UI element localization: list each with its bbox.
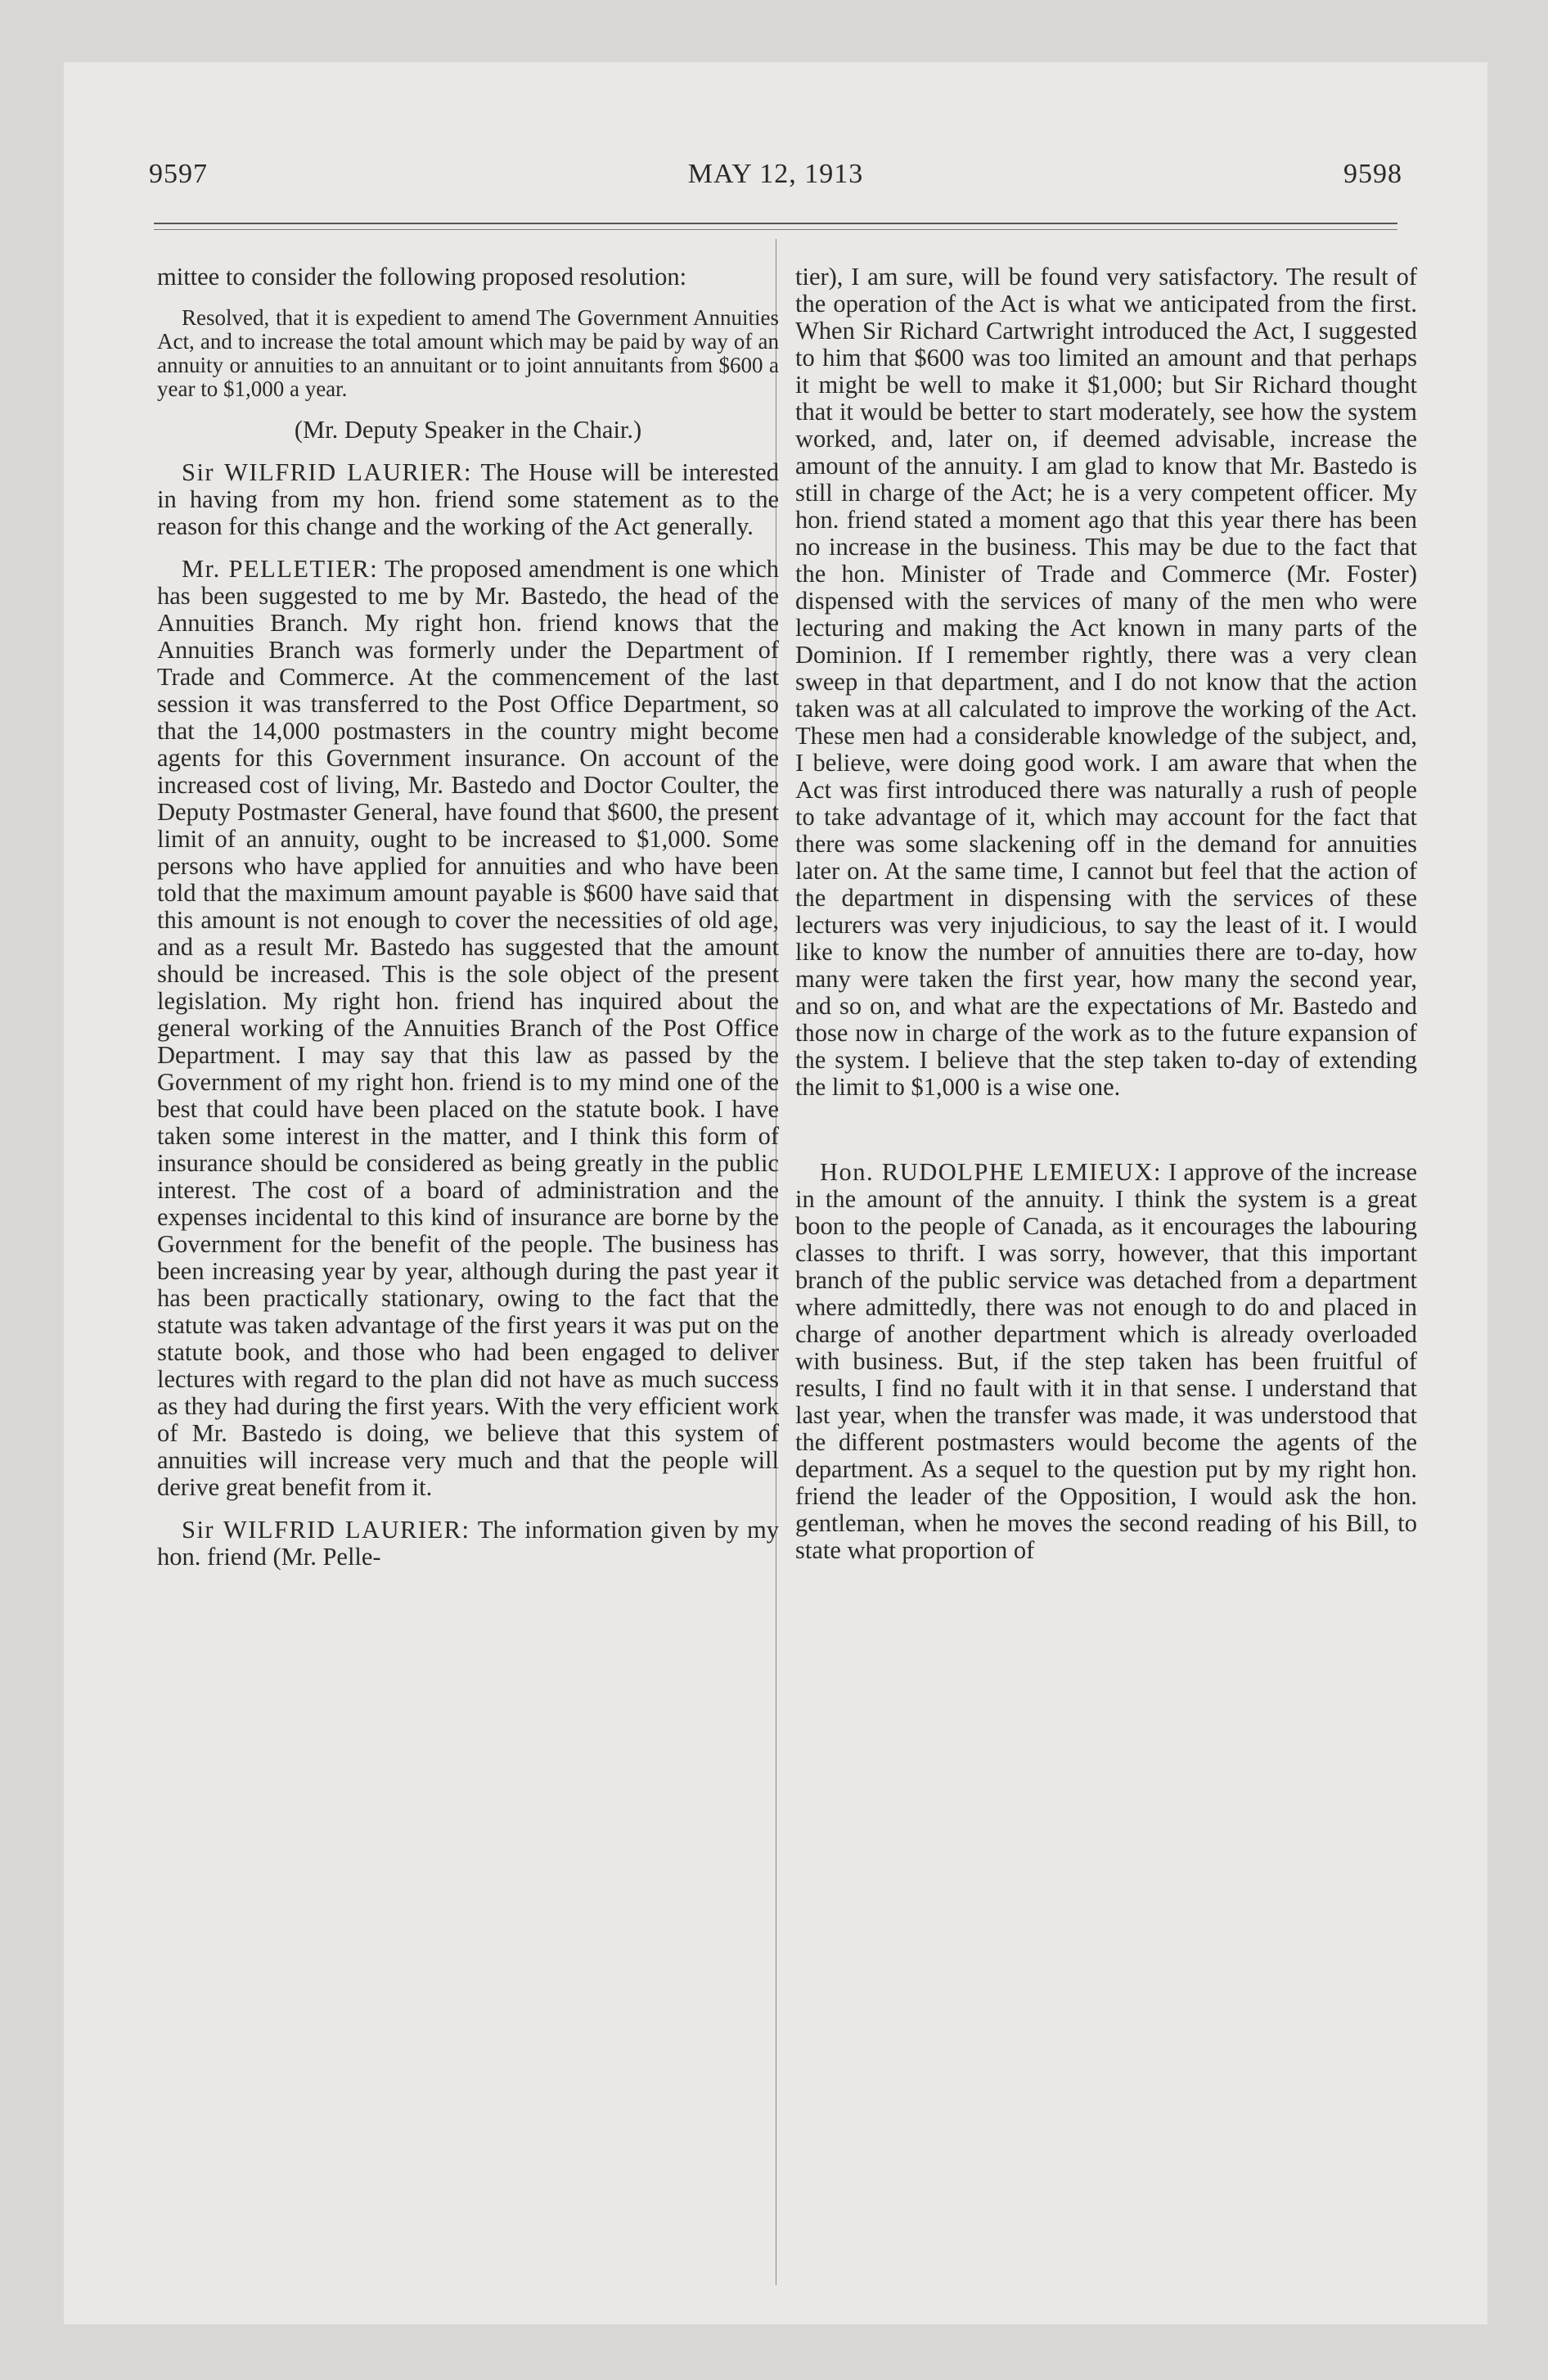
page-header — [64, 159, 1487, 200]
paragraph-gap — [795, 1116, 1417, 1159]
intro-paragraph: mittee to consider the following proposed resolution: — [157, 263, 687, 291]
speaker-name: Sir WILFRID LAURIER: — [182, 1516, 470, 1544]
resolution-text: Resolved, that it is expedient to amend The Government Annuities Act, and to increase the total amount which may be paid by way of an annuity or annuities to an annuitant or to joint annuitants from $600 a year to $1,000 a year. — [157, 305, 779, 401]
speech-paragraph — [157, 1517, 779, 1571]
chair-note: (Mr. Deputy Speaker in the Chair.) — [294, 416, 642, 444]
speech-text: The House will be interested in having from my hon. friend some statement as to the reason for this change and the working of the Act generally. — [157, 458, 779, 540]
speech-paragraph — [795, 1159, 1417, 1564]
left-column — [157, 264, 779, 1586]
speaker-name: Hon. RUDOLPHE LEMIEUX: — [820, 1158, 1162, 1186]
header-rule-thin — [154, 229, 1397, 230]
speech-paragraph — [157, 459, 779, 540]
speech-text: The information given by my hon. friend (Mr. Pelle- — [157, 1516, 779, 1571]
speaker-name: Sir WILFRID LAURIER: — [182, 458, 472, 486]
right-column — [795, 264, 1417, 1580]
page-number-left: 9597 — [149, 159, 208, 189]
page-number-right: 9598 — [1343, 159, 1402, 189]
speaker-name: Mr. PELLETIER: — [182, 555, 379, 583]
header-rule — [154, 223, 1397, 224]
page-date-title: MAY 12, 1913 — [687, 159, 864, 189]
speech-paragraph: tier), I am sure, will be found very satisfactory. The result of the operation of the Act is what we anticipated from the first. When Sir Richard Cartwright introduced the Act, I suggested to him that $600 was too limited an amount and that perhaps it might be well to make it $1,000; but Sir Richard thought that it would be better to start moderately, see how the system worked, and, later on, if deemed advisable, increase the amount of the annuity. I am glad to know that Mr. Bastedo is still in charge of the Act; he is a very competent officer. My hon. friend stated a moment ago that this year there has been no increase in the business. This may be due to the fact that the hon. Minister of Trade and Commerce (Mr. Foster) dispensed with the services of many of the men who were lecturing and making the Act known in many parts of the Dominion. If I remember rightly, there was a very clean sweep in that department, and I do not know that the action taken was at all calculated to improve the working of the Act. These men had a considerable knowledge of the subject, and, I believe, were doing good work. I am aware that when the Act was first introduced there was naturally a rush of people to take advantage of it, which may account for the fact that there was some slackening off in the demand for annuities later on. At the same time, I cannot but feel that the action of the department in dispensing with the services of these lecturers was very injudicious, to say the least of it. I would like to know the number of annuities there are to-day, how many were taken the first year, how many the second year, and so on, and what are the expectations of Mr. Bastedo and those now in charge of the work as to the future expansion of the system. I believe that the step taken to-day of extending the limit to $1,000 is a wise one. — [795, 263, 1417, 1101]
page — [64, 62, 1487, 2324]
speech-text: The proposed amendment is one which has been suggested to me by Mr. Bastedo, the head of the Annuities Branch. My right hon. friend knows that the Annuities Branch was formerly under the Department of Trade and Commerce. At the commencement of the last session it was transferred to the Post Office Department, so that the 14,000 postmasters in the country might become agents for this Government insurance. On account of the increased cost of living, Mr. Bastedo and Doctor Coulter, the Deputy Postmaster General, have found that $600, the present limit of an annuity, ought to be increased to $1,000. Some persons who have applied for annuities and who have been told that the maximum amount payable is $600 have said that this amount is not enough to cover the necessities of old age, and as a result Mr. Bastedo has suggested that the amount should be increased. This is the sole object of the present legislation. My right hon. friend has inquired about the general working of the Annuities Branch of the Post Office Department. I may say that this law as passed by the Government of my right hon. friend is to my mind one of the best that could have been placed on the statute book. I have taken some interest in the matter, and I think this form of insurance should be considered as being greatly in the public interest. The cost of a board of administration and the expenses incidental to this kind of insurance are borne by the Government for the benefit of the people. The business has been increasing year by year, although during the past year it has been practically stationary, owing to the fact that the statute was taken advantage of the first years it was put on the statute book, and those who had been engaged to deliver lectures with regard to the plan did not have as much success as they had during the first years. With the very efficient work of Mr. Bastedo is doing, we believe that this system of annuities will increase very much and that the people will derive great benefit from it. — [157, 555, 779, 1501]
speech-text: I approve of the increase in the amount of the annuity. I think the system is a great boon to the people of Canada, as it encourages the labouring classes to thrift. I was sorry, however, that this important branch of the public service was detached from a department where admittedly, there was not enough to do and placed in charge of another department which is already overloaded with business. But, if the step taken has been fruitful of results, I find no fault with it in that sense. I understand that last year, when the transfer was made, it was understood that the different postmasters would become the agents of the department. As a sequel to the question put by my right hon. friend the leader of the Opposition, I would ask the hon. gentleman, when he moves the second reading of his Bill, to state what proportion of — [795, 1158, 1417, 1564]
speech-paragraph — [157, 556, 779, 1501]
